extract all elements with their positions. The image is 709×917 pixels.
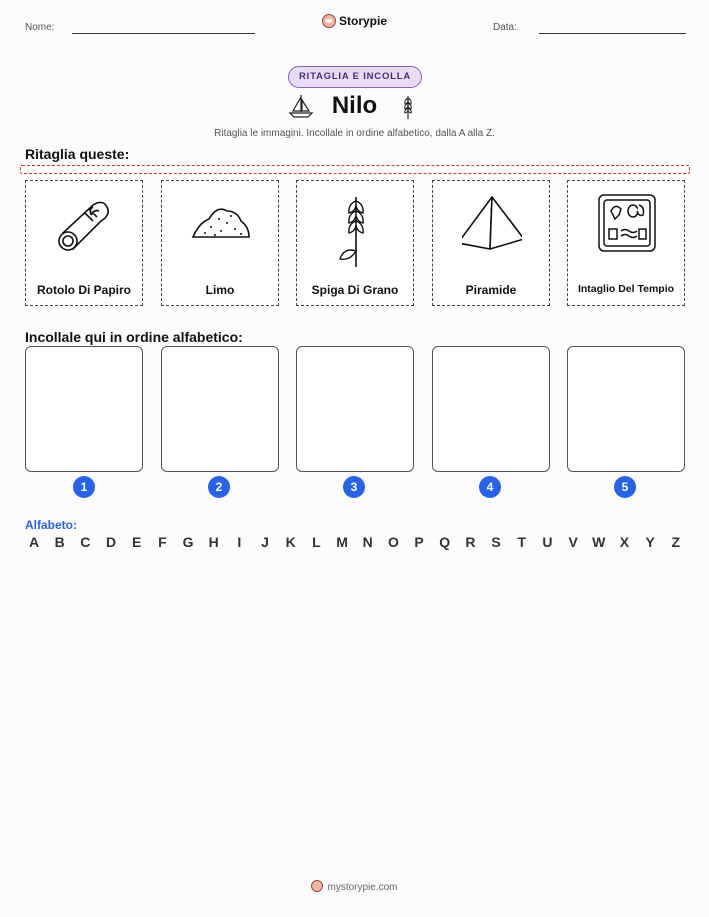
cut-card[interactable]	[432, 180, 550, 306]
alphabet-title: Alfabeto:	[25, 518, 77, 532]
alphabet-letter: L	[312, 534, 321, 550]
paste-box[interactable]	[25, 346, 143, 472]
alphabet-letter: I	[237, 534, 242, 550]
alphabet-letter: W	[592, 534, 606, 550]
alphabet-letter: T	[517, 534, 527, 550]
order-number: 4	[479, 476, 501, 498]
footer	[0, 880, 709, 893]
page-title: Nilo	[331, 92, 378, 119]
alphabet-letter: H	[208, 534, 219, 550]
date-line[interactable]	[539, 33, 686, 34]
paste-box[interactable]	[296, 346, 414, 472]
alphabet-letter: U	[542, 534, 553, 550]
paste-box[interactable]	[567, 346, 685, 472]
card-label: Piramide	[465, 283, 517, 297]
cut-card[interactable]	[25, 180, 143, 306]
alphabet-letter: F	[158, 534, 167, 550]
order-number: 1	[73, 476, 95, 498]
card-label: Limo	[205, 283, 235, 297]
card-label: Spiga Di Grano	[311, 283, 399, 297]
alphabet-letter: G	[182, 534, 194, 550]
cut-line	[20, 165, 690, 174]
alphabet-letter: E	[132, 534, 142, 550]
cut-card[interactable]	[296, 180, 414, 306]
storypie-logo-icon	[322, 14, 336, 28]
paste-box[interactable]	[161, 346, 279, 472]
alphabet-letter: D	[105, 534, 117, 550]
alphabet-letter: V	[568, 534, 578, 550]
order-number: 3	[343, 476, 365, 498]
alphabet-letter: P	[414, 534, 424, 550]
temple-carving-icon	[597, 189, 657, 271]
wheat-small-icon	[398, 92, 418, 120]
alphabet-letter: J	[261, 534, 269, 550]
alphabet-letter: Q	[439, 534, 451, 550]
date-label: Data:	[493, 22, 517, 33]
alphabet-letter: K	[285, 534, 296, 550]
brand-logo	[0, 14, 709, 28]
alphabet-letter: Y	[645, 534, 655, 550]
alphabet-letter: M	[336, 534, 348, 550]
alphabet-letter: N	[362, 534, 373, 550]
order-number: 5	[614, 476, 636, 498]
cut-card[interactable]	[161, 180, 279, 306]
storypie-logo-icon	[311, 880, 323, 892]
cut-card[interactable]	[567, 180, 685, 306]
activity-badge: RITAGLIA E INCOLLA	[288, 66, 422, 88]
wheat-icon	[326, 189, 386, 271]
name-line[interactable]	[72, 33, 255, 34]
silt-pile-icon	[191, 189, 251, 271]
paste-heading: Incollale qui in ordine alfabetico:	[25, 329, 243, 345]
alphabet-letter: S	[491, 534, 501, 550]
footer-url: mystorypie.com	[327, 882, 398, 893]
alphabet-letter: Z	[671, 534, 681, 550]
brand-name: Storypie	[338, 14, 387, 28]
alphabet-letter: B	[54, 534, 65, 550]
order-number: 2	[208, 476, 230, 498]
cut-heading: Ritaglia queste:	[25, 146, 130, 162]
paste-box[interactable]	[432, 346, 550, 472]
pyramid-icon	[462, 189, 522, 271]
alphabet-letter: O	[387, 534, 399, 550]
card-label: Rotolo Di Papiro	[37, 283, 131, 297]
card-label: Intaglio Del Tempio	[577, 283, 675, 295]
alphabet-row	[25, 534, 685, 550]
alphabet-letter: A	[28, 534, 40, 550]
papyrus-scroll-icon	[55, 189, 115, 271]
name-label: Nome:	[25, 22, 55, 33]
alphabet-letter: R	[465, 534, 476, 550]
instructions: Ritaglia le immagini. Incollale in ordine alfabetico, dalla A alla Z.	[214, 128, 495, 139]
alphabet-letter: C	[80, 534, 91, 550]
alphabet-letter: X	[619, 534, 630, 550]
